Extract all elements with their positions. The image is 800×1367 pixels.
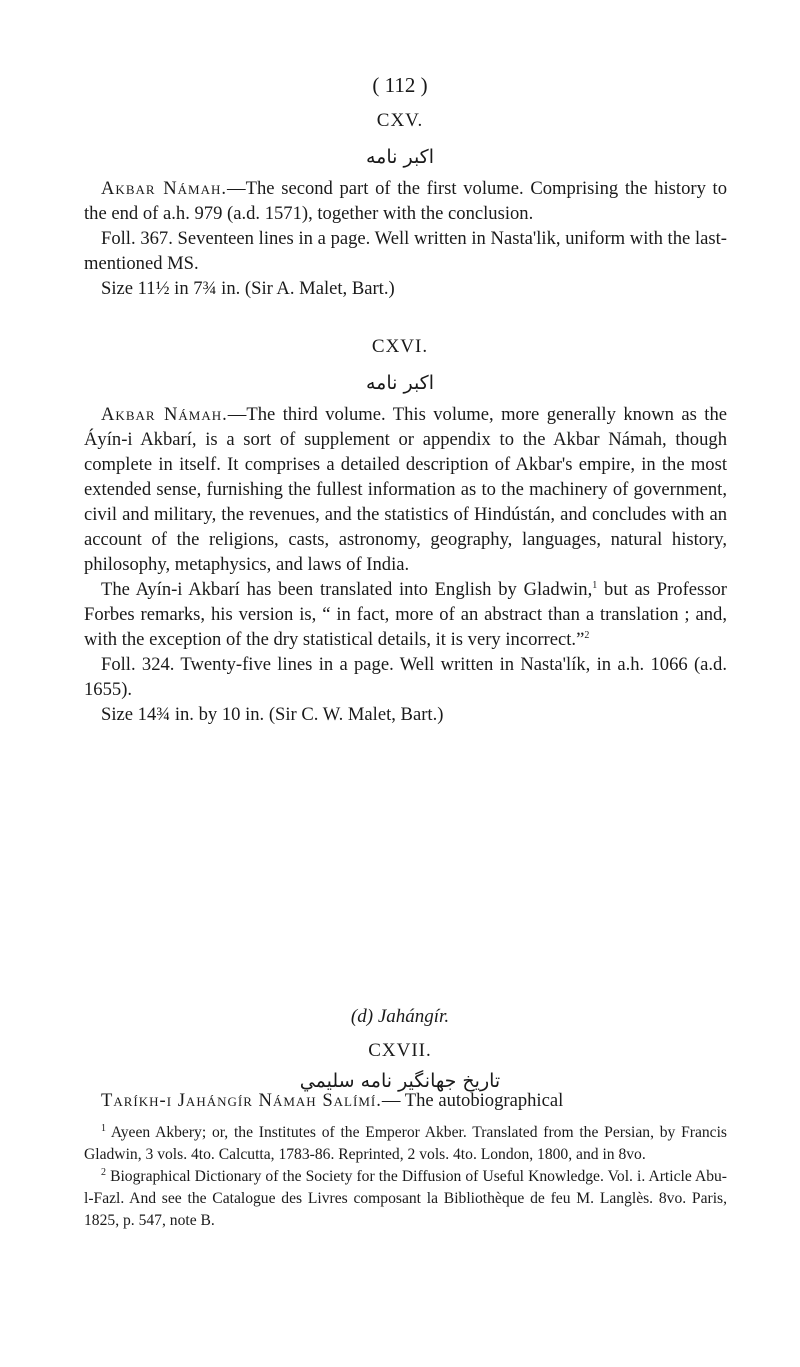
footnote-1-text: Ayeen Akbery; or, the Institutes of the Emperor Akber. Translated from the Persian, by Francis Gladwin, 3 vols. 4to. Calcutta, 1783-86. Reprinted, 2 vols. 4to. London, 1800, and in 8vo. [84,1124,727,1163]
entry-cxv-arabic-title: اكبر نامه [365,146,435,168]
footnote-2-text: Biographical Dictionary of the Society for the Diffusion of Useful Knowledge. Vol. i. Article Abu-l-Fazl. And see the Catalogue des Livres composant la Bibliothèque de feu M. Langlès. 8vo. Paris, 1825, p. 547, note B. [84,1168,727,1229]
entry-cxv-description [84,176,727,226]
entry-cxvii-number: CXVII. [368,1040,432,1061]
entry-cxvi-number: CXVI. [371,336,429,357]
footnotes [84,1122,727,1232]
footnote-ref-1[interactable]: 1 [592,579,598,591]
footnote-1-marker: 1 [101,1122,106,1134]
entry-cxv-folios: Foll. 367. Seventeen lines in a page. Well written in Nasta'lik, uniform with the last-mentioned MS. [84,228,727,274]
entry-cxvi-description [84,402,727,577]
entry-cxvi-size: Size 14¾ in. by 10 in. (Sir C. W. Malet, Bart.) [101,704,444,725]
entry-cxvi-translation-a: The Ayín-i Akbarí has been translated into English by Gladwin, [101,579,593,600]
footnote-2-marker: 2 [101,1166,106,1178]
entry-cxvi-body [84,402,727,727]
entry-cxvi-translation [84,577,727,652]
entry-cxv-description-text: —The second part of the first volume. Comprising the history to the end of a.h. 979 (a.d. 1571), together with the conclusion. [84,178,728,224]
entry-cxvii-arabic-title: تاريخ جهانگير نامه سليمي [299,1070,501,1092]
entry-cxvii-title: Taríkh-i Jahángír Námah Salímí. [101,1090,382,1111]
entry-cxvi-translation-b: but as Professor Forbes remarks, his version is, “ in fact, more of an abstract than a translation ; and, with the exception of the dry statistical details, it is very incorrect.” [84,579,727,650]
subsection-heading: (d) Jahángír. [350,1006,450,1027]
footnote-ref-2[interactable]: 2 [584,629,590,641]
page-number: ( 112 ) [372,73,428,97]
entry-cxvii-description [84,1088,727,1113]
entry-cxv-number: CXV. [376,110,424,131]
entry-cxvi-folios: Foll. 324. Twenty-five lines in a page. Well written in Nasta'lík, in a.h. 1066 (a.d. 1655). [84,654,727,700]
footnote-2 [84,1166,727,1232]
footnote-1 [84,1122,727,1166]
entry-cxv-title: Akbar Námah. [101,178,228,199]
entry-cxvii-description-text: — The autobiographical [381,1090,564,1111]
entry-cxvi-title: Akbar Námah. [101,404,228,425]
entry-cxvi-description-text: —The third volume. This volume, more generally known as the Áyín-i Akbarí, is a sort of supplement or appendix to the Akbar Námah, though complete in itself. It comprises a detailed description of Akbar's empire, in the most extended sense, furnishing the fullest information as to the machinery of government, civil and military, the revenues, and the statistics of Hindústán, and concludes with an account of the religions, casts, astronomy, geography, languages, natural history, philosophy, metaphysics, and laws of India. [84,404,727,575]
entry-cxvii-body [84,1088,727,1113]
entry-cxvi-arabic-title: اكبر نامه [365,372,435,394]
entry-cxv-size: Size 11½ in 7¾ in. (Sir A. Malet, Bart.) [101,278,395,299]
entry-cxv-body [84,176,727,301]
